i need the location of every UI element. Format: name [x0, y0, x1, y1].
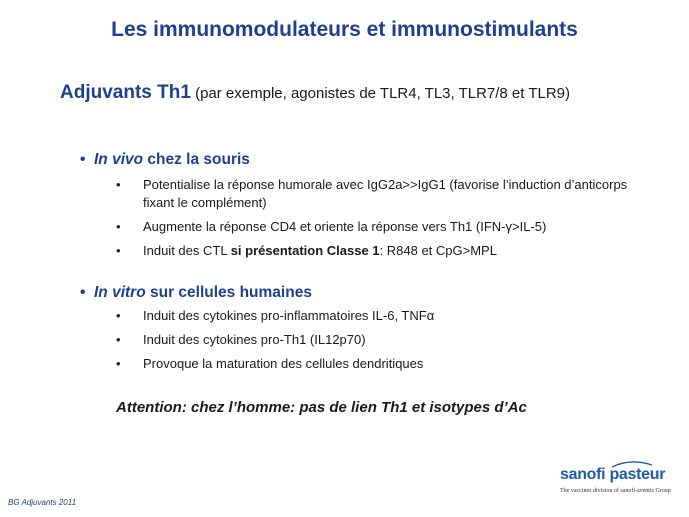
list-item-text: Induit des cytokines pro-Th1 (IL12p70): [143, 332, 366, 347]
section-in-vivo: [80, 151, 250, 169]
slide-title: Les immunomodulateurs et immunostimulants: [111, 18, 578, 41]
section-in-vitro-italic: In vitro: [94, 284, 146, 301]
list-item-bold: si présentation Classe 1: [230, 243, 380, 258]
list-item: [112, 176, 652, 212]
bullet-mark: •: [116, 308, 121, 323]
section-in-vitro-rest: sur cellules humaines: [145, 284, 312, 301]
list-item: [112, 307, 652, 325]
section-in-vivo-italic: In vivo: [94, 151, 144, 168]
logo-swoosh-icon: [560, 460, 684, 468]
list-item-text: Induit des cytokines pro-inflammatoires IL-6, TNFα: [143, 308, 435, 323]
list-item: [112, 242, 652, 260]
bullet-mark: •: [116, 243, 121, 258]
list-item: [112, 331, 652, 349]
footer-note: BG Adjuvants 2011: [8, 498, 77, 507]
subtitle-head: Adjuvants Th1: [60, 82, 191, 103]
bullet-mark: •: [116, 356, 121, 371]
logo-tagline: The vaccines division of sanofi-aventis Group: [560, 488, 671, 494]
bullet-mark: •: [116, 219, 121, 234]
bullet-mark: •: [80, 151, 86, 168]
bullet-mark: •: [80, 284, 86, 301]
list-item-text: Potentialise la réponse humorale avec IgG2a>>IgG1 (favorise l’induction d’anticorps fixant le complément): [143, 177, 628, 210]
in-vivo-list: [112, 176, 652, 266]
list-item-post: : R848 et CpG>MPL: [379, 243, 497, 258]
list-item-text: Provoque la maturation des cellules dendritiques: [143, 356, 424, 371]
bullet-mark: •: [116, 332, 121, 347]
list-item-pre: Induit des CTL: [143, 243, 231, 258]
subtitle: [60, 82, 570, 104]
in-vitro-list: [112, 307, 652, 379]
logo-brand: sanofi pasteur: [560, 466, 666, 483]
subtitle-rest: (par exemple, agonistes de TLR4, TL3, TLR7/8 et TLR9): [190, 85, 571, 102]
section-in-vivo-rest: chez la souris: [143, 151, 250, 168]
attention-note: Attention: chez l’homme: pas de lien Th1 et isotypes d’Ac: [116, 399, 527, 416]
list-item: [112, 218, 652, 236]
list-item-text: Augmente la réponse CD4 et oriente la réponse vers Th1 (IFN-γ>IL-5): [143, 219, 547, 234]
section-in-vitro: [80, 284, 312, 302]
sanofi-pasteur-logo: [560, 466, 684, 494]
list-item: [112, 355, 652, 373]
bullet-mark: •: [116, 177, 121, 192]
